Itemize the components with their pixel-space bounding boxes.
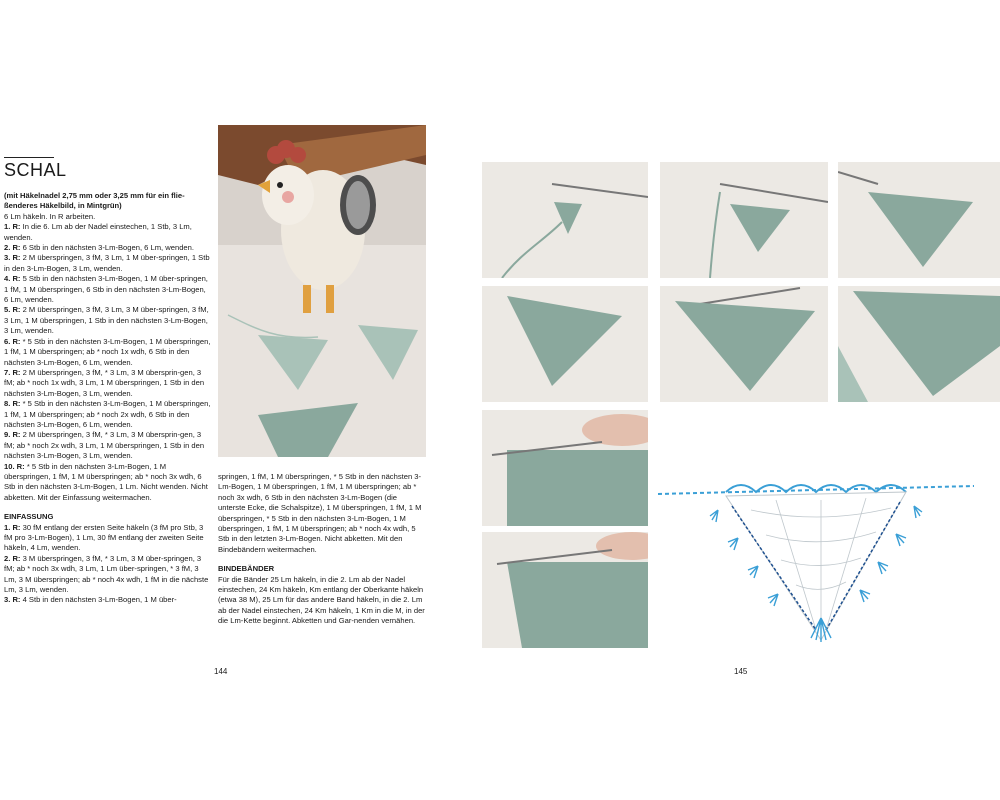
chicken-shawl-photo: [218, 125, 426, 457]
intro-text: 6 Lm häkeln. In R arbeiten.: [4, 211, 96, 221]
row-instruction: 5. R: 2 M überspringen, 3 fM, 3 Lm, 3 M über-springen, 3 fM, 3 Lm, 1 M überspringen, 1 Stb in den nächsten 3-Lm-Bogen, 3 Lm, wenden.: [4, 305, 209, 336]
row-instruction: 10. R: * 5 Stb in den nächsten 3-Lm-Bogen, 1 M überspringen, 1 fM, 1 M überspringen; ab * noch 3x wdh, 6 Stb in den nächsten 3-Lm-Bogen, 1 Lm. Nicht wenden. Nicht abketten. Mit der Einfassung weitermachen.: [4, 461, 208, 502]
row-instruction: 9. R: 2 M überspringen, 3 fM, * 3 Lm, 3 M übersprin-gen, 3 fM; ab * noch 2x wdh, 3 Lm, 1 M überspringen, 1 Stb in den nächsten 3-Lm-Bogen, 3 Lm, wenden.: [4, 430, 205, 461]
row-instruction: 3. R: 2 M überspringen, 3 fM, 3 Lm, 1 M über-springen, 1 Stb in den 3-Lm-Bogen, 3 Lm, wenden.: [4, 253, 210, 273]
row-instruction: 7. R: 2 M überspringen, 3 fM, * 3 Lm, 3 M übersprin-gen, 3 fM; ab * noch 1x wdh, 3 Lm, 1 M überspringen, 1 Stb in den nächsten 3-Lm-Bogen, 3 Lm, wenden.: [4, 367, 205, 398]
step-photo-6: [838, 286, 1000, 402]
instructions-column-2: [218, 472, 426, 627]
border-row-instruction: 1. R: 30 fM entlang der ersten Seite häkeln (3 fM pro Stb, 3 fM pro 3-Lm-Bogen), 1 Lm, 30 fM entlang der zweiten Seite häkeln, 4 Lm, wenden.: [4, 522, 204, 553]
row-instruction: 8. R: * 5 Stb in den nächsten 3-Lm-Bogen, 1 M überspringen, 1 fM, 1 M überspringen; ab * noch 2x wdh, 6 Stb in den nächsten 3-Lm-Bogen, 6 Lm, wenden.: [4, 399, 211, 429]
row-instruction: 4. R: 5 Stb in den nächsten 3-Lm-Bogen, 1 M über-springen, 1 fM, 1 M überspringen, 6 Stb in den nächsten 3-Lm-Bogen, 6 Lm, wenden.: [4, 274, 208, 305]
title-rule: [4, 157, 54, 158]
page-number-left: 144: [214, 667, 228, 676]
border-row-instruction: 2. R: 3 M überspringen, 3 fM, * 3 Lm, 3 M über-springen, 3 fM; ab * noch 3x wdh, 3 Lm, 1 Lm über-springen, * 3 fM, 3 Lm, 3 M überspringen; ab * noch 4x wdh, 1 fM in die nächste Lm, 3 Lm, wenden.: [4, 553, 209, 595]
page-number-right: 145: [734, 667, 748, 676]
continuation-text: springen, 1 fM, 1 M überspringen, * 5 Stb in den nächsten 3-Lm-Bogen, 1 M überspringen, 1 fM, 1 M überspringen; ab * noch 3x wdh, 6 Stb in den nächsten 3-Lm-Bogen (die unterste Ecke, die Schalspitze), 1 M überspringen, 1 fM, 1 M überspringen, * 5 Stb in den nächsten 3-Lm-Bogen, 1 M überspringen, 1 fM, 1 M überspringen; ab * noch 4x wdh, 5 Stb in den letzten 3-Lm-Bogen. Nicht abketten. Mit den Bindebändern weitermachen.: [218, 472, 422, 554]
step-photo-2: [660, 162, 828, 278]
step-photo-5: [660, 286, 828, 402]
ties-text: Für die Bänder 25 Lm häkeln, in die 2. Lm ab der Nadel einstechen, 24 Km häkeln, Km entlang der Oberkante häkeln (etwa 38 M), 25 Lm für das andere Band häkeln, in die 2. Lm ab der Nadel einstechen, 24 Km häkeln, 1 Km in die M, in der die Lm-Kette beginnt. Abketten und Gar-nenden vernähen.: [218, 574, 425, 626]
border-heading: EINFASSUNG: [4, 512, 54, 522]
ties-heading: BINDEBÄNDER: [218, 564, 275, 574]
row-instruction: 2. R: 6 Stb in den nächsten 3-Lm-Bogen, 6 Lm, wenden.: [4, 243, 194, 253]
step-photo-1: [482, 162, 648, 278]
step-photo-4: [482, 286, 648, 402]
border-row-instruction: 3. R: 4 Stb in den nächsten 3-Lm-Bogen, 1 M über-: [4, 595, 177, 605]
instructions-column-1: [4, 191, 212, 606]
step-photo-3: [838, 162, 1000, 278]
page-title: SCHAL: [4, 160, 67, 180]
row-instruction: 6. R: * 5 Stb in den nächsten 3-Lm-Bogen, 1 M überspringen, 1 fM, 1 M überspringen; ab * noch 1x wdh, 6 Stb in den nächsten 3-Lm-Bogen, 6 Lm, wenden.: [4, 336, 211, 367]
row-instruction: 1. R: In die 6. Lm ab der Nadel einstechen, 1 Stb, 3 Lm, wenden.: [4, 222, 192, 242]
step-photo-8: [482, 532, 648, 648]
step-photo-7: [482, 410, 648, 526]
crochet-chart: [656, 470, 976, 645]
subtitle: (mit Häkelnadel 2,75 mm oder 3,25 mm für ein flie-ßenderes Häkelbild, in Mintgrün): [4, 191, 185, 211]
